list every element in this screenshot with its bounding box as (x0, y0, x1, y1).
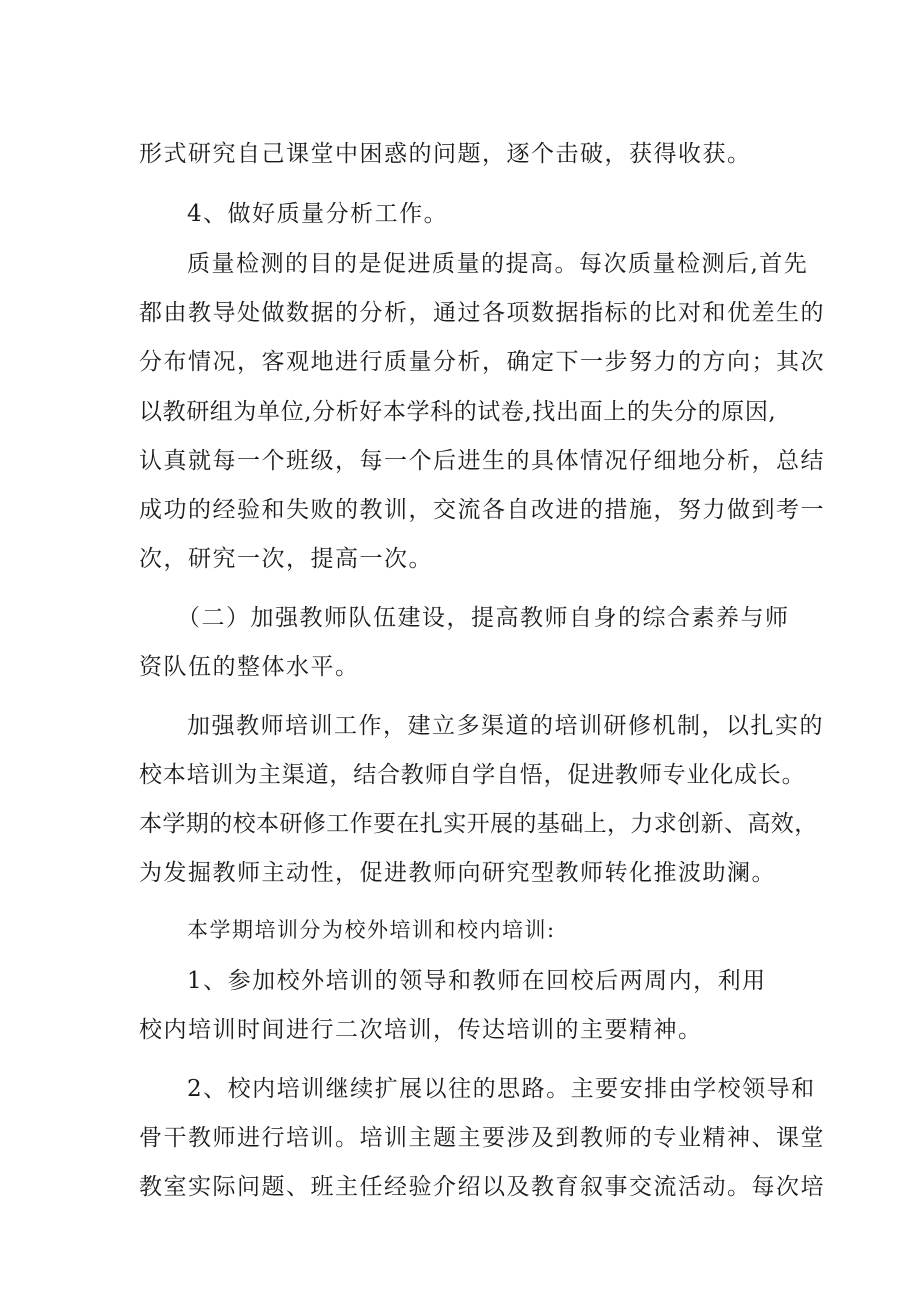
text-line-3: 质量检测的目的是促进质量的提高。每次质量检测后,首先 (187, 251, 809, 277)
text-line-4: 都由教导处做数据的分析，通过各项数据指标的比对和优差生的 (139, 300, 825, 326)
text-line-5: 分布情况，客观地进行质量分析，确定下一步努力的方向；其次 (139, 349, 825, 375)
text-line-20: 骨干教师进行培训。培训主题主要涉及到教师的专业精神、课堂 (139, 1125, 825, 1151)
text-line-7: 认真就每一个班级，每一个后进生的具体情况仔细地分析，总结 (139, 448, 825, 474)
text-line-19: 2、校内培训继续扩展以往的思路。主要安排由学校领导和 (187, 1076, 816, 1102)
text-line-9: 次，研究一次，提高一次。 (139, 546, 433, 572)
text-line-21: 教室实际问题、班主任经验介绍以及教育叙事交流活动。每次培 (139, 1174, 825, 1200)
text-line-8: 成功的经验和失败的教训，交流各自改进的措施，努力做到考一 (139, 497, 825, 523)
text-line-13: 校本培训为主渠道，结合教师自学自悟，促进教师专业化成长。 (139, 762, 806, 788)
section-heading-2: （二）加强教师队伍建设，提高教师自身的综合素养与师 (177, 605, 790, 631)
text-line-16: 本学期培训分为校外培训和校内培训: (187, 918, 556, 942)
section-heading-2-cont: 资队伍的整体水平。 (139, 654, 360, 680)
text-line-1: 形式研究自己课堂中困惑的问题，逐个击破，获得收获。 (139, 141, 752, 167)
text-line-17: 1、参加校外培训的领导和教师在回校后两周内，利用 (187, 968, 767, 994)
text-line-15: 为发掘教师主动性，促进教师向研究型教师转化推波助澜。 (139, 860, 776, 886)
heading-quality-analysis: 4、做好质量分析工作。 (187, 201, 449, 227)
text-line-14: 本学期的校本研修工作要在扎实开展的基础上，力求创新、高效， (139, 811, 818, 837)
text-line-6: 以教研组为单位,分析好本学科的试卷,找出面上的失分的原因, (139, 399, 777, 425)
text-line-18: 校内培训时间进行二次培训，传达培训的主要精神。 (139, 1017, 703, 1043)
text-line-12: 加强教师培训工作，建立多渠道的培训研修机制，以扎实的 (187, 713, 824, 739)
